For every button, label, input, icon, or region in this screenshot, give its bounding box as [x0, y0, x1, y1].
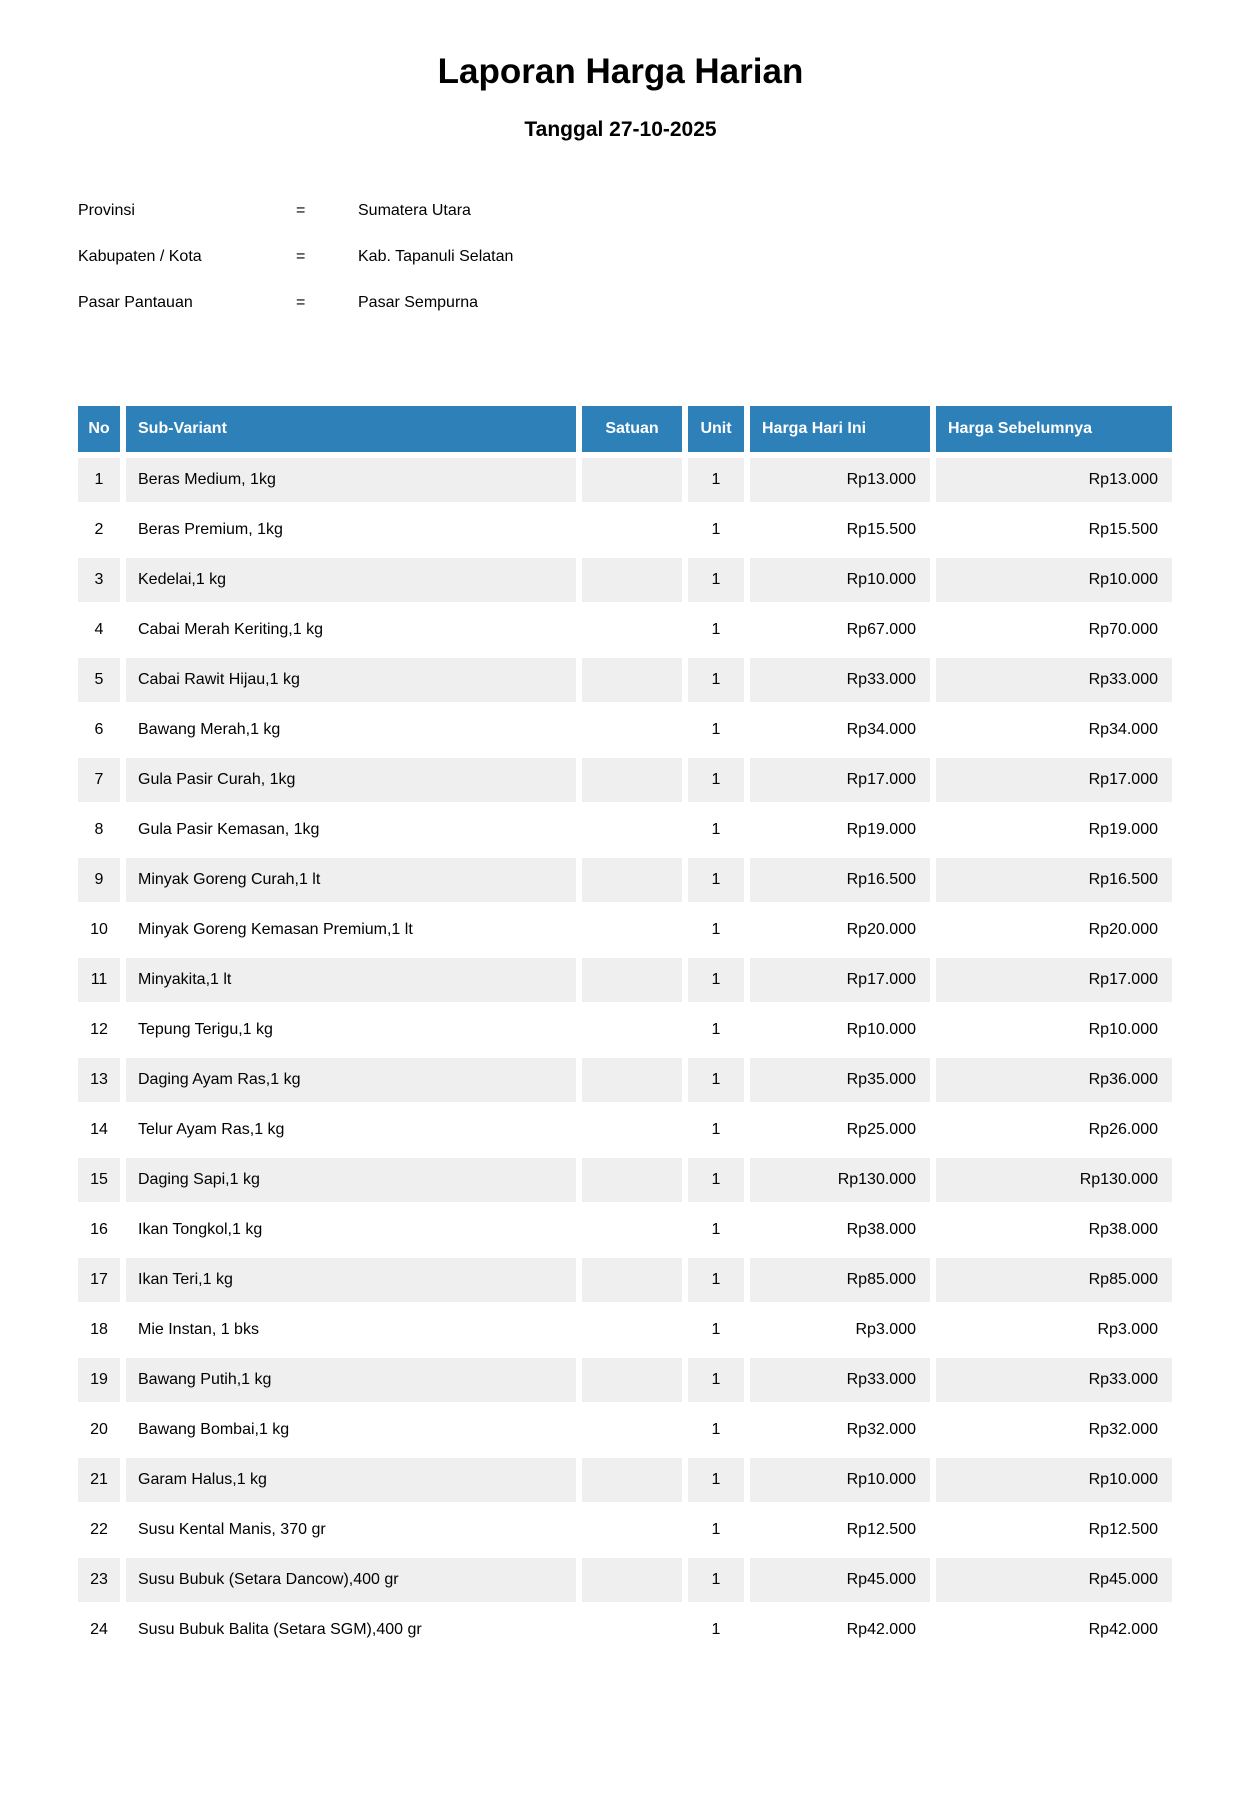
cell-satuan [582, 558, 682, 602]
cell-harga-sebelumnya: Rp10.000 [936, 1458, 1172, 1502]
cell-sub-variant: Gula Pasir Kemasan, 1kg [138, 821, 320, 839]
cell-harga-sebelumnya: Rp10.000 [936, 558, 1172, 602]
cell-sub-variant: Susu Bubuk (Setara Dancow),400 gr [126, 1558, 576, 1602]
cell-satuan [582, 708, 682, 752]
table-row [78, 758, 1172, 802]
cell-harga-sebelumnya: Rp3.000 [1097, 1321, 1158, 1339]
cell-unit: 1 [688, 858, 744, 902]
cell-sub-variant: Bawang Merah,1 kg [138, 721, 281, 739]
cell-unit: 1 [688, 1458, 744, 1502]
cell-sub-variant: Susu Bubuk Balita (Setara SGM),400 gr [138, 1621, 422, 1639]
cell-harga-sebelumnya: Rp16.500 [936, 858, 1172, 902]
table-row [78, 1108, 1172, 1152]
meta-value-kabupaten: Kab. Tapanuli Selatan [358, 248, 514, 266]
cell-satuan [582, 508, 682, 552]
cell-harga-hari-ini: Rp19.000 [846, 821, 916, 839]
cell-harga-hari-ini: Rp45.000 [750, 1558, 930, 1602]
cell-satuan [582, 1008, 682, 1052]
cell-unit: 1 [711, 1521, 721, 1539]
cell-no: 1 [78, 458, 120, 502]
price-table [72, 400, 1178, 1658]
cell-unit: 1 [711, 921, 721, 939]
cell-sub-variant: Ikan Teri,1 kg [126, 1258, 576, 1302]
cell-unit: 1 [711, 521, 721, 539]
cell-sub-variant: Mie Instan, 1 bks [138, 1321, 259, 1339]
cell-no: 19 [78, 1358, 120, 1402]
meta-label-kabupaten: Kabupaten / Kota [78, 248, 202, 266]
cell-no: 21 [78, 1458, 120, 1502]
column-header-harga-sebelumnya: Harga Sebelumnya [936, 406, 1172, 452]
cell-no: 13 [78, 1058, 120, 1102]
cell-satuan [582, 1208, 682, 1252]
cell-harga-sebelumnya: Rp13.000 [936, 458, 1172, 502]
cell-sub-variant: Tepung Terigu,1 kg [138, 1021, 273, 1039]
cell-no: 23 [78, 1558, 120, 1602]
table-row [78, 558, 1172, 602]
cell-sub-variant: Minyakita,1 lt [126, 958, 576, 1002]
meta-label-provinsi: Provinsi [78, 202, 135, 220]
cell-harga-sebelumnya: Rp42.000 [1088, 1621, 1158, 1639]
cell-no: 17 [78, 1258, 120, 1302]
cell-harga-sebelumnya: Rp17.000 [936, 958, 1172, 1002]
meta-separator: = [296, 294, 306, 312]
cell-harga-hari-ini: Rp38.000 [846, 1221, 916, 1239]
table-row [78, 1158, 1172, 1202]
cell-no: 15 [78, 1158, 120, 1202]
cell-harga-hari-ini: Rp85.000 [750, 1258, 930, 1302]
cell-harga-hari-ini: Rp20.000 [846, 921, 916, 939]
cell-satuan [582, 1558, 682, 1602]
meta-row-kabupaten [78, 234, 1178, 280]
cell-satuan [582, 858, 682, 902]
price-table-header [78, 406, 1172, 452]
cell-sub-variant: Cabai Rawit Hijau,1 kg [126, 658, 576, 702]
cell-harga-sebelumnya: Rp36.000 [936, 1058, 1172, 1102]
cell-harga-hari-ini: Rp17.000 [750, 958, 930, 1002]
cell-sub-variant: Garam Halus,1 kg [126, 1458, 576, 1502]
table-row [78, 1558, 1172, 1602]
table-row [78, 1308, 1172, 1352]
cell-harga-hari-ini: Rp17.000 [750, 758, 930, 802]
cell-harga-hari-ini: Rp33.000 [750, 658, 930, 702]
cell-sub-variant: Telur Ayam Ras,1 kg [138, 1121, 285, 1139]
cell-satuan [582, 658, 682, 702]
cell-no: 7 [78, 758, 120, 802]
cell-unit: 1 [688, 658, 744, 702]
cell-unit: 1 [688, 1258, 744, 1302]
table-row [78, 1058, 1172, 1102]
cell-no: 24 [90, 1621, 108, 1639]
column-header-unit: Unit [688, 406, 744, 452]
cell-satuan [582, 1108, 682, 1152]
cell-satuan [582, 608, 682, 652]
cell-unit: 1 [688, 458, 744, 502]
cell-satuan [582, 1408, 682, 1452]
cell-satuan [582, 908, 682, 952]
cell-harga-sebelumnya: Rp33.000 [936, 658, 1172, 702]
cell-harga-hari-ini: Rp10.000 [750, 1458, 930, 1502]
cell-harga-hari-ini: Rp15.500 [846, 521, 916, 539]
cell-harga-sebelumnya: Rp20.000 [1088, 921, 1158, 939]
cell-harga-sebelumnya: Rp26.000 [1088, 1121, 1158, 1139]
cell-satuan [582, 758, 682, 802]
table-row [78, 1508, 1172, 1552]
cell-harga-sebelumnya: Rp32.000 [1088, 1421, 1158, 1439]
cell-satuan [582, 458, 682, 502]
cell-sub-variant: Bawang Bombai,1 kg [138, 1421, 290, 1439]
cell-no: 14 [90, 1121, 108, 1139]
cell-unit: 1 [688, 1358, 744, 1402]
cell-harga-hari-ini: Rp13.000 [750, 458, 930, 502]
meta-value-provinsi: Sumatera Utara [358, 202, 471, 220]
report-meta [78, 188, 1178, 326]
meta-label-pasar: Pasar Pantauan [78, 294, 193, 312]
cell-unit: 1 [711, 1121, 721, 1139]
cell-no: 3 [78, 558, 120, 602]
cell-harga-sebelumnya: Rp19.000 [1088, 821, 1158, 839]
cell-harga-hari-ini: Rp10.000 [846, 1021, 916, 1039]
table-row [78, 508, 1172, 552]
cell-harga-hari-ini: Rp130.000 [750, 1158, 930, 1202]
cell-harga-sebelumnya: Rp38.000 [1088, 1221, 1158, 1239]
column-header-sub-variant: Sub-Variant [126, 406, 576, 452]
cell-no: 20 [90, 1421, 108, 1439]
cell-sub-variant: Susu Kental Manis, 370 gr [138, 1521, 326, 1539]
table-row [78, 1208, 1172, 1252]
table-row [78, 1608, 1172, 1652]
cell-unit: 1 [711, 821, 721, 839]
cell-harga-hari-ini: Rp42.000 [846, 1621, 916, 1639]
table-row [78, 608, 1172, 652]
price-table-body [78, 458, 1172, 1652]
cell-no: 9 [78, 858, 120, 902]
cell-unit: 1 [711, 1421, 721, 1439]
daily-price-report [0, 52, 1241, 1658]
cell-satuan [582, 1308, 682, 1352]
cell-satuan [582, 1258, 682, 1302]
cell-harga-sebelumnya: Rp12.500 [1088, 1521, 1158, 1539]
page-title: Laporan Harga Harian [437, 52, 804, 91]
cell-satuan [582, 958, 682, 1002]
cell-no: 12 [90, 1021, 108, 1039]
cell-no: 18 [90, 1321, 108, 1339]
cell-harga-hari-ini: Rp3.000 [855, 1321, 916, 1339]
table-row [78, 1008, 1172, 1052]
cell-unit: 1 [688, 558, 744, 602]
table-row [78, 1408, 1172, 1452]
cell-unit: 1 [688, 1158, 744, 1202]
column-header-no: No [78, 406, 120, 452]
column-header-harga-hari-ini: Harga Hari Ini [750, 406, 930, 452]
cell-sub-variant: Ikan Tongkol,1 kg [138, 1221, 263, 1239]
cell-unit: 1 [688, 758, 744, 802]
cell-harga-hari-ini: Rp33.000 [750, 1358, 930, 1402]
meta-separator: = [296, 248, 306, 266]
cell-no: 4 [94, 621, 104, 639]
table-row [78, 808, 1172, 852]
cell-satuan [582, 808, 682, 852]
table-row [78, 1258, 1172, 1302]
meta-row-pasar [78, 280, 1178, 326]
cell-sub-variant: Bawang Putih,1 kg [126, 1358, 576, 1402]
cell-harga-hari-ini: Rp67.000 [846, 621, 916, 639]
cell-unit: 1 [711, 1221, 721, 1239]
cell-harga-hari-ini: Rp25.000 [846, 1121, 916, 1139]
cell-sub-variant: Minyak Goreng Curah,1 lt [126, 858, 576, 902]
cell-sub-variant: Cabai Merah Keriting,1 kg [138, 621, 323, 639]
cell-satuan [582, 1158, 682, 1202]
cell-no: 6 [94, 721, 104, 739]
table-header-row [78, 406, 1172, 452]
cell-harga-sebelumnya: Rp34.000 [1088, 721, 1158, 739]
meta-value-pasar: Pasar Sempurna [358, 294, 479, 312]
cell-sub-variant: Gula Pasir Curah, 1kg [126, 758, 576, 802]
cell-no: 5 [78, 658, 120, 702]
cell-harga-hari-ini: Rp34.000 [846, 721, 916, 739]
table-row [78, 1458, 1172, 1502]
cell-harga-hari-ini: Rp12.500 [846, 1521, 916, 1539]
cell-sub-variant: Kedelai,1 kg [126, 558, 576, 602]
cell-harga-sebelumnya: Rp33.000 [936, 1358, 1172, 1402]
cell-satuan [582, 1458, 682, 1502]
table-row [78, 858, 1172, 902]
report-date: Tanggal 27-10-2025 [524, 118, 717, 142]
cell-harga-sebelumnya: Rp70.000 [1088, 621, 1158, 639]
cell-no: 16 [90, 1221, 108, 1239]
meta-separator: = [296, 202, 306, 220]
column-header-satuan: Satuan [582, 406, 682, 452]
cell-harga-sebelumnya: Rp10.000 [1088, 1021, 1158, 1039]
cell-harga-sebelumnya: Rp17.000 [936, 758, 1172, 802]
cell-harga-sebelumnya: Rp85.000 [936, 1258, 1172, 1302]
cell-satuan [582, 1508, 682, 1552]
cell-unit: 1 [711, 721, 721, 739]
cell-no: 10 [90, 921, 108, 939]
cell-sub-variant: Daging Ayam Ras,1 kg [126, 1058, 576, 1102]
cell-unit: 1 [688, 1558, 744, 1602]
cell-satuan [582, 1358, 682, 1402]
cell-unit: 1 [688, 1058, 744, 1102]
cell-harga-hari-ini: Rp10.000 [750, 558, 930, 602]
table-row [78, 908, 1172, 952]
cell-sub-variant: Beras Premium, 1kg [138, 521, 283, 539]
cell-harga-hari-ini: Rp32.000 [846, 1421, 916, 1439]
cell-unit: 1 [711, 1621, 721, 1639]
table-row [78, 658, 1172, 702]
cell-sub-variant: Daging Sapi,1 kg [126, 1158, 576, 1202]
cell-harga-hari-ini: Rp16.500 [750, 858, 930, 902]
cell-harga-sebelumnya: Rp130.000 [936, 1158, 1172, 1202]
table-row [78, 708, 1172, 752]
table-row [78, 458, 1172, 502]
cell-no: 22 [90, 1521, 108, 1539]
table-row [78, 1358, 1172, 1402]
cell-harga-sebelumnya: Rp15.500 [1088, 521, 1158, 539]
cell-no: 8 [94, 821, 104, 839]
cell-unit: 1 [711, 1021, 721, 1039]
cell-sub-variant: Minyak Goreng Kemasan Premium,1 lt [138, 921, 413, 939]
cell-unit: 1 [688, 958, 744, 1002]
cell-harga-sebelumnya: Rp45.000 [936, 1558, 1172, 1602]
cell-no: 2 [94, 521, 104, 539]
table-row [78, 958, 1172, 1002]
cell-unit: 1 [711, 1321, 721, 1339]
cell-satuan [582, 1058, 682, 1102]
cell-sub-variant: Beras Medium, 1kg [126, 458, 576, 502]
cell-no: 11 [78, 958, 120, 1002]
meta-row-provinsi [78, 188, 1178, 234]
cell-harga-hari-ini: Rp35.000 [750, 1058, 930, 1102]
cell-satuan [582, 1608, 682, 1652]
cell-unit: 1 [711, 621, 721, 639]
